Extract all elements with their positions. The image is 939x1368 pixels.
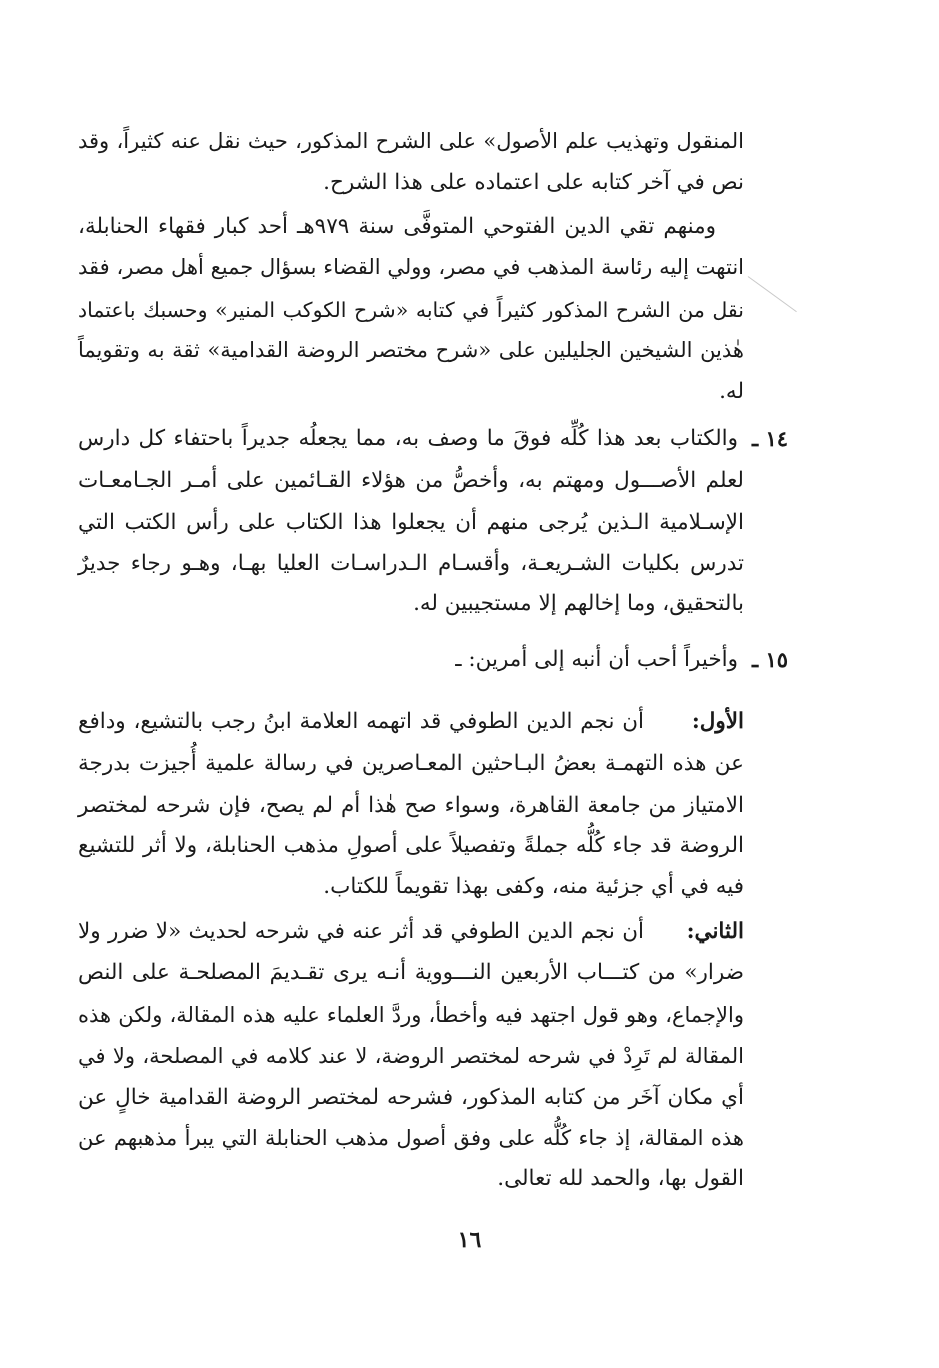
text-line: هٰذين الشيخين الجليلين على «شرح مختصر الروضة القدامية» ثقة به وتقويماً: [78, 338, 744, 362]
text-line: أي مكان آخَر من كتابه المذكور، فشرحه لمختصر الروضة القدامية خالٍ عن: [78, 1085, 744, 1110]
item-number: ١٤ ـ: [751, 426, 788, 451]
text-line: انتهت إليه رئاسة المذهب في مصر، وولي القضاء بسؤال جميع أهل مصر، فقد: [78, 255, 744, 279]
text-line: والإجماع، وهو قول اجتهد فيه وأخطأ، وردَّ العلماء عليه هذه المقالة، ولكن هذه: [78, 1003, 744, 1027]
text-line: فيه في أي جزئية منه، وكفى بهذا تقويماً للكتاب.: [323, 874, 744, 899]
text-line: القول بها، والحمد لله تعالى.: [497, 1166, 744, 1191]
text-line: الروضة قد جاء كُلُّه جملةً وتفصيلاً على أصولِ مذهب الحنابلة، ولا أثر للتشيع: [78, 833, 744, 858]
text-line: المقالة لم تَرِدْ في شرحه لمختصر الروضة، لا عند كلامه في المصلحة، ولا في: [78, 1044, 744, 1068]
text-line: له.: [719, 379, 744, 404]
text-line: تدرس بكليات الشـريعـة، وأقسـام الـدراسـات العليا بهـا، وهـو رجاء جديرٌ: [78, 551, 744, 576]
text-line: هذه المقالة، إذ جاء كُلُّه على وفق أصول مذهب الحنابلة التي يبرأ مذهبهم عن: [78, 1126, 744, 1150]
text-line: الإسـلامية الـذين يُرجى منهم أن يجعلوا هذا الكتاب على رأس الكتب التي: [78, 510, 744, 535]
text-line: عن هذه التهمـة بعضُ البـاحثين المعـاصرين في رسالة علمية أُجيزت بدرجة: [78, 751, 744, 776]
text-line: أن نجم الدين الطوفي قد اتهمه العلامة ابنُ رجب بالتشيع، ودافع: [78, 709, 644, 734]
text-line: وأخيراً أحب أن أنبه إلى أمرين: ـ: [455, 647, 738, 672]
text-line: المنقول وتهذيب علم الأصول» على الشرح المذكور، حيث نقل عنه كثيراً، وقد: [78, 129, 744, 153]
text-line: والكتاب بعد هذا كُلِّه فوقَ ما وصف به، مما يجعلُه جديراً باحتفاء كل دارس: [78, 426, 738, 451]
section-label: الأول:: [691, 709, 744, 734]
text-line: نص في آخر كتابه على اعتماده على هذا الشرح.: [323, 170, 744, 195]
text-line: نقل من الشرح المذكور كثيراً في كتابه «شرح الكوكب المنير» وحسبك باعتماد: [78, 298, 744, 322]
text-line: ضرار» من كتـــاب الأربعين النـــووية أنـه يرى تقـديمَ المصلحـة على النص: [78, 960, 744, 985]
text-line: ومنهم تقي الدين الفتوحي المتوفَّى سنة ٩٧٩هـ أحد كبار فقهاء الحنابلة،: [78, 214, 716, 239]
text-line: لعلم الأصـــول ومهتم به، وأخصُّ من هؤلاء القـائمين على أمـر الجـامعـات: [78, 468, 744, 493]
text-line: أن نجم الدين الطوفي قد أثر عنه في شرحه لحديث «لا ضرر ولا: [78, 919, 644, 944]
section-label: الثاني:: [686, 919, 744, 944]
scan-mark: [748, 276, 797, 312]
text-line: بالتحقيق، وما إخالهم إلا مستجيبين له.: [413, 591, 744, 616]
page-number: ١٦: [457, 1227, 482, 1253]
item-number: ١٥ ـ: [751, 647, 788, 672]
text-line: الامتياز من جامعة القاهرة، وسواء صح هٰذا أم لم يصح، فإن شرحه لمختصر: [78, 793, 744, 818]
